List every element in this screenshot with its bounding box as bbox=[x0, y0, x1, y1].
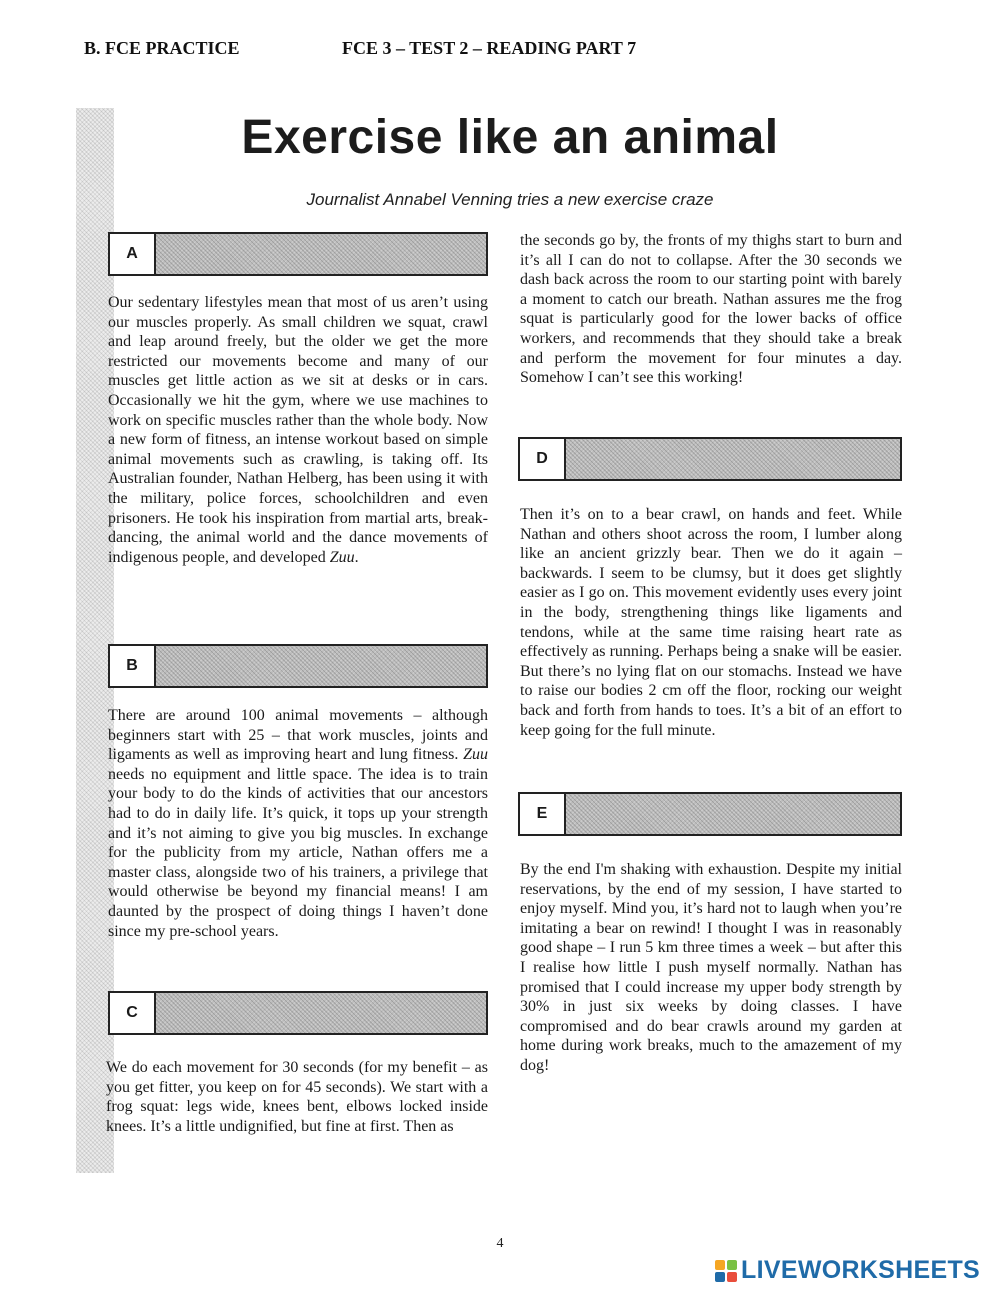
section-a-tail: . bbox=[354, 548, 359, 566]
section-c-letter: C bbox=[110, 993, 156, 1033]
section-c-paragraph-continued: the seconds go by, the fronts of my thighs start to burn and it’s all I can do not to collapse. After the 30 seconds we dash back across the room to our starting point with barely a moment to catch our breath. Nathan assures me the frog squat is particularly good for the lower backs of office workers, and recommends that they should take a break and perform the movement for four minutes a day. Somehow I can’t see this working! bbox=[520, 232, 902, 387]
section-a-answer-field[interactable] bbox=[156, 234, 486, 274]
section-d-answer-field[interactable] bbox=[566, 439, 900, 479]
section-c-box bbox=[108, 991, 488, 1035]
section-b-letter: B bbox=[110, 646, 156, 686]
section-d-box bbox=[518, 437, 902, 481]
section-a-text: Our sedentary lifestyles mean that most of us aren’t using our muscles properly. As small children we squat, crawl and leap around freely, but the older we get the more restricted our movements become and many of our muscles get little action as we sit at desks or in cars. Occasionally we hit the gym, where we use machines to work on specific muscles rather than the whole body. Now a new form of fitness, an intense workout based on simple animal movements such as crawling, is taking off. Its Australian founder, Nathan Helberg, has been using it with the military, police forces, schoolchildren and even prisoners. He took his inspiration from martial arts, break-dancing, the animal world and the dance movements of indigenous people, and developed bbox=[108, 294, 488, 566]
section-d-paragraph: Then it’s on to a bear crawl, on hands and feet. While Nathan and others shoot across the room, I lumber along like an ancient grizzly bear. Then we do it again – backwards. I seem to be clumsy, but it does get slightly easier as I go on. This movement evidently uses every joint in the body, strengthening things like ligaments and tendons, while at the same time raising heart rate as effectively as running. Perhaps being a snake will be easier. But there’s no lying flat on our stomachs. Instead we have to raise our bodies 2 cm off the floor, rocking our weight back and forth from hands to toes. It’s a bit of an effort to keep going for the full minute. bbox=[520, 506, 902, 739]
section-b-answer-field[interactable] bbox=[156, 646, 486, 686]
section-b-zuu: Zuu bbox=[463, 746, 489, 764]
article-title: Exercise like an animal bbox=[241, 111, 779, 164]
article-subtitle: Journalist Annabel Venning tries a new exercise craze bbox=[306, 190, 714, 209]
section-e-answer-field[interactable] bbox=[566, 794, 900, 834]
section-a-zuu: Zuu bbox=[329, 548, 355, 566]
header-left-label: B. FCE PRACTICE bbox=[84, 38, 240, 58]
section-d-letter: D bbox=[520, 439, 566, 479]
section-b-text-2: needs no equipment and little space. The idea is to train your body to do the kinds of activities that our ancestors had to do in daily life. It’s quick, it tops up your strength and it’s not aiming to give you big muscles. In exchange for the publicity from my article, Nathan offers me a master class, alongside two of his trainers, a privilege that would otherwise be beyond my financial means! I am daunted by the prospect of doing things I haven’t done since my pre-school years. bbox=[108, 765, 488, 940]
section-e-paragraph: By the end I'm shaking with exhaustion. Despite my initial reservations, by the end of my session, I have started to enjoy myself. Mind you, it’s hard not to laugh when you’re imitating a bear on rewind! I thought I was in reasonably good shape – I run 5 km three times a week – but after this I realise how little I push myself normally. Nathan has promised that I could increase my upper body strength by 30% in just six weeks by doing classes. I have compromised and do bear crawls around my garden at home during work breaks, much to the amazement of my dog! bbox=[520, 861, 902, 1074]
section-e-box bbox=[518, 792, 902, 836]
section-c-answer-field[interactable] bbox=[156, 993, 486, 1033]
section-a-box bbox=[108, 232, 488, 276]
section-b-box bbox=[108, 644, 488, 688]
section-a-paragraph bbox=[108, 293, 488, 567]
header-center-label: FCE 3 – TEST 2 – READING PART 7 bbox=[342, 38, 637, 58]
brand-name: LIVEWORKSHEETS bbox=[741, 1256, 980, 1284]
liveworksheets-brand bbox=[715, 1256, 980, 1285]
section-b-paragraph bbox=[108, 706, 488, 941]
section-e-letter: E bbox=[520, 794, 566, 834]
section-a-letter: A bbox=[110, 234, 156, 274]
section-c-paragraph: We do each movement for 30 seconds (for my benefit – as you get fitter, you keep on for 45 seconds). We start with a frog squat: legs wide, knees bent, elbows locked inside knees. It’s a little undignified, but fine at first. Then as bbox=[106, 1059, 488, 1135]
liveworksheets-logo-icon bbox=[715, 1260, 737, 1282]
section-b-text-1: There are around 100 animal movements – although beginners start with 25 – that work muscles, joints and ligaments as well as improving heart and lung fitness. bbox=[108, 707, 488, 764]
page-number: 4 bbox=[496, 1236, 504, 1251]
